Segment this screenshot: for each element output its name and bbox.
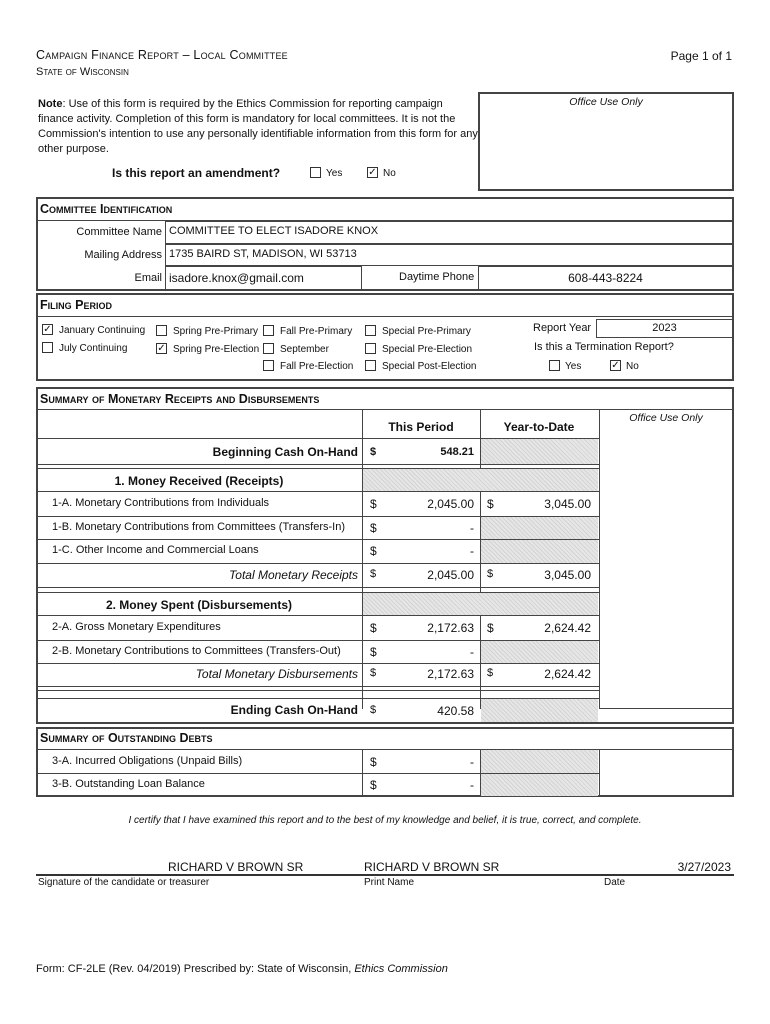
termination-yes-label: Yes [565,361,582,372]
rr-row-ytd[interactable]: 3,045.00 [544,497,591,511]
filing-special-post-election-checkbox[interactable] [365,360,376,371]
shaded-cell [363,593,598,615]
total-disbursements-label: Total Monetary Disbursements [195,667,358,681]
rr-row-currency: $ [370,497,377,511]
rr-row-label: 1-A. Monetary Contributions from Individuals [52,497,270,509]
debts-section-title: Summary of Outstanding Debts [40,731,213,745]
beginning-cash-currency: $ [370,446,377,458]
termination-no-label: No [626,361,639,372]
form-subtitle: State of Wisconsin [36,66,129,78]
filing-special-pre-primary-label: Special Pre-Primary [382,326,471,337]
beginning-cash-label: Beginning Cash On-Hand [212,445,358,459]
total-receipts-this: 2,045.00 [427,568,474,582]
shaded-cell [481,540,598,563]
amendment-question: Is this report an amendment? [112,166,281,180]
filing-period-title: Filing Period [40,298,112,312]
total-receipts-ytd: 3,045.00 [544,568,591,582]
termination-question: Is this a Termination Report? [534,341,674,353]
rs-row-currency: $ [370,621,377,635]
debt-row-label: 3-B. Outstanding Loan Balance [52,778,205,790]
office-use-box [478,92,734,191]
print-name-label: Print Name [364,877,415,888]
summary-office-use-label: Office Use Only [629,412,703,424]
rr-row-ytd-currency: $ [487,497,494,511]
ending-cash-currency: $ [370,704,377,716]
received-heading: 1. Money Received (Receipts) [114,474,284,488]
debt-row-label: 3-A. Incurred Obligations (Unpaid Bills) [52,755,243,767]
amendment-yes-checkbox[interactable] [310,167,321,178]
filing-spring-pre-primary-checkbox[interactable] [156,325,167,336]
phone-value: 608-443-8224 [568,271,643,285]
summary-office-use-box [599,409,733,709]
mailing-address-value: 1735 BAIRD ST, MADISON, WI 53713 [169,248,357,260]
filing-fall-pre-primary-label: Fall Pre-Primary [280,326,353,337]
signer-name[interactable]: RICHARD V BROWN SR [168,860,304,874]
amendment-yes-label: Yes [326,168,343,179]
shaded-cell [363,469,598,491]
mailing-address-label: Mailing Address [84,249,162,261]
committee-section-title: Committee Identification [40,202,173,216]
committee-name-label: Committee Name [76,226,162,238]
date-label: Date [604,877,626,888]
debt-row-currency: $ [370,778,377,792]
spent-heading: 2. Money Spent (Disbursements) [105,598,293,612]
termination-yes-checkbox[interactable] [549,360,560,371]
committee-name-value: COMMITTEE TO ELECT ISADORE KNOX [169,225,379,237]
row-divider [37,773,599,774]
filing-special-pre-election-label: Special Pre-Election [382,344,473,355]
row-divider [37,663,599,664]
total-receipts-currency: $ [370,568,377,580]
filing-special-pre-primary-checkbox[interactable] [365,325,376,336]
email-label: Email [134,272,162,284]
rs-row-this-period[interactable]: - [470,644,474,659]
filing-july-continuing-label: July Continuing [59,343,128,354]
form-title: Campaign Finance Report – Local Committee [36,48,288,62]
filing-spring-pre-election-checkbox[interactable]: ✓ [157,343,166,354]
rr-row-label: 1-C. Other Income and Commercial Loans [52,544,259,556]
debt-row-currency: $ [370,755,377,769]
email-value: isadore.knox@gmail.com [169,271,304,285]
shaded-cell [481,439,598,464]
filing-september-label: September [280,344,329,355]
summary-section-title: Summary of Monetary Receipts and Disbursements [40,392,320,406]
filing-spring-pre-primary-label: Spring Pre-Primary [173,326,259,337]
filing-fall-pre-election-label: Fall Pre-Election [280,361,354,372]
signature-label: Signature of the candidate or treasurer [38,877,210,888]
shaded-cell [481,699,598,722]
rs-row-currency: $ [370,644,377,659]
total-receipts-label: Total Monetary Receipts [229,568,358,582]
print-name-value[interactable]: RICHARD V BROWN SR [364,860,500,874]
rs-row-ytd[interactable]: 2,624.42 [544,621,591,635]
rs-row-label: 2-A. Gross Monetary Expenditures [52,621,221,633]
signature-line [36,874,734,876]
filing-january-continuing-label: January Continuing [59,325,146,336]
rr-row-this-period[interactable]: - [470,544,474,558]
total-disbursements-this: 2,172.63 [427,667,474,681]
rs-row-this-period[interactable]: 2,172.63 [427,621,474,635]
filing-spring-pre-election-label: Spring Pre-Election [173,344,260,355]
filing-july-continuing-checkbox[interactable] [42,342,53,353]
beginning-cash-value: 548.21 [440,446,474,458]
page-number: Page 1 of 1 [670,49,732,63]
debt-row-value[interactable]: - [470,755,474,769]
filing-fall-pre-election-checkbox[interactable] [263,360,274,371]
col-this-period: This Period [388,420,454,434]
rs-row-label: 2-B. Monetary Contributions to Committees (Transfers-Out) [52,644,341,657]
total-disb-currency: $ [370,667,377,679]
amendment-no-checkbox[interactable]: ✓ [368,167,377,178]
rr-row-label: 1-B. Monetary Contributions from Committees (Transfers-In) [52,520,346,533]
termination-no-checkbox[interactable]: ✓ [611,360,620,371]
filing-fall-pre-primary-checkbox[interactable] [263,325,274,336]
certification-statement: I certify that I have examined this report and to the best of my knowledge and belief, it is true, correct, and complete. [128,815,642,826]
rr-row-currency: $ [370,520,377,535]
report-year-label: Report Year [533,322,592,334]
signature-date-value[interactable]: 3/27/2023 [677,860,731,874]
rr-row-this-period[interactable]: 2,045.00 [427,497,474,511]
report-year-value: 2023 [652,322,677,334]
debt-row-value[interactable]: - [470,778,474,792]
amendment-no-label: No [383,168,396,179]
total-receipts-ytd-currency: $ [487,568,494,580]
note-paragraph: Note: Use of this form is required by the Ethics Commission for reporting campaign finance activity. Completion of this form is mandatory for local committees. It is not the Commission's intention to use any personally identifiable information from this form for any other purpose. [38,98,478,155]
phone-label: Daytime Phone [399,271,475,283]
office-use-label: Office Use Only [569,96,643,108]
filing-special-post-election-label: Special Post-Election [382,361,477,372]
shaded-cell [481,641,598,664]
row-divider [37,563,599,564]
filing-september-checkbox[interactable] [263,343,274,354]
ending-cash-label: Ending Cash On-Hand [230,703,358,717]
total-disbursements-ytd: 2,624.42 [544,667,591,681]
rr-row-this-period[interactable]: - [470,520,474,535]
shaded-cell [481,517,598,540]
total-disb-ytd-currency: $ [487,667,494,679]
rs-row-ytd-currency: $ [487,621,494,635]
ending-cash-value: 420.58 [437,704,474,718]
filing-special-pre-election-checkbox[interactable] [365,343,376,354]
col-year-to-date: Year-to-Date [503,420,575,434]
filing-january-continuing-checkbox[interactable]: ✓ [43,324,52,335]
form-footer: Form: CF-2LE (Rev. 04/2019) Prescribed by: State of Wisconsin, Ethics Commission [36,963,448,975]
rr-row-currency: $ [370,544,377,558]
